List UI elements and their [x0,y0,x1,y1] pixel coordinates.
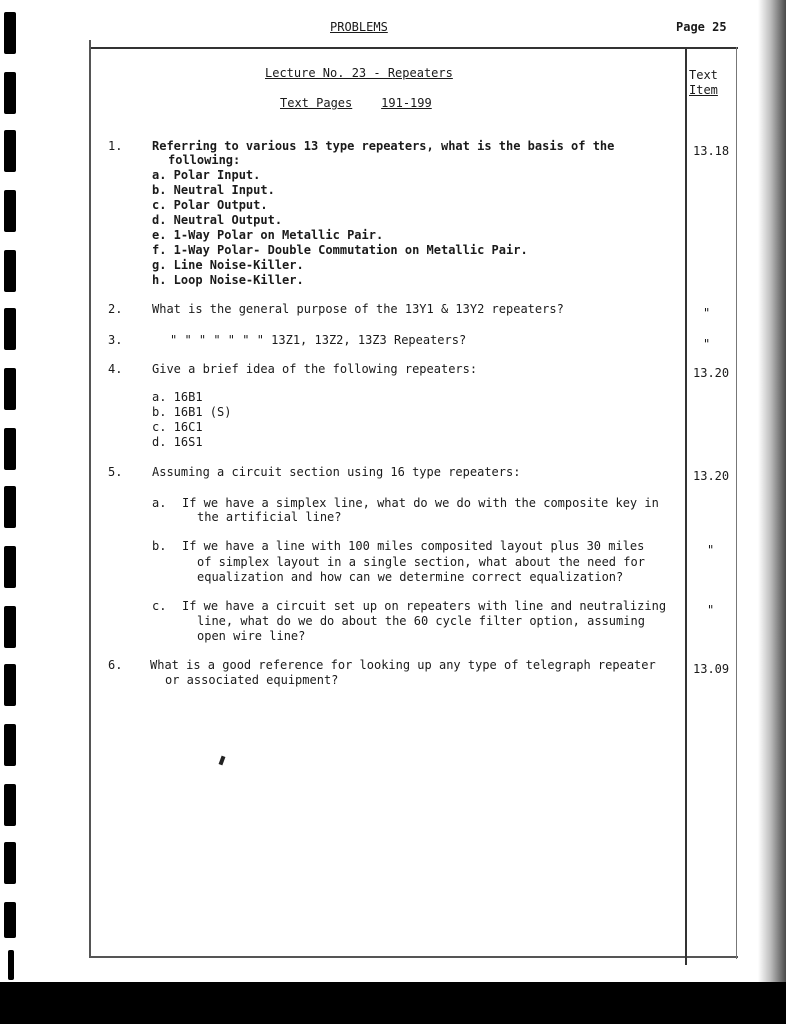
page-number: Page 25 [676,20,727,34]
text-item-ref: " [707,603,715,617]
list-item: c. 16C1 [152,420,203,434]
text-pages-label: Text Pages [280,96,353,110]
lecture-title: Lecture No. 23 - Repeaters [265,66,453,80]
sub-question-text: of simplex layout in a single section, what about the need for [197,555,645,569]
question-number: 6. [108,658,123,672]
question-text: " " " " " " " 13Z1, 13Z2, 13Z3 Repeaters? [170,333,467,347]
question-text: Referring to various 13 type repeaters, what is the basis of the [152,139,615,153]
running-title: PROBLEMS [330,20,388,34]
list-item: f. 1-Way Polar- Double Commutation on Metallic Pair. [152,243,528,257]
frame-column-divider [685,47,687,965]
text-pages-range: 191-199 [381,96,432,110]
text-pages [280,96,432,110]
text-item-column-heading: Text Item [689,68,718,97]
sub-question-text: If we have a line with 100 miles composited layout plus 30 miles [182,539,645,553]
list-item: b. Neutral Input. [152,183,275,197]
list-item: g. Line Noise-Killer. [152,258,304,272]
text-item-ref: " [703,337,711,351]
list-item: e. 1-Way Polar on Metallic Pair. [152,228,384,242]
question-number: 3. [108,333,123,347]
question-text: Give a brief idea of the following repeaters: [152,362,478,376]
sub-question-letter: c. [152,599,167,613]
question-number: 1. [108,139,123,153]
list-item: b. 16B1 (S) [152,405,232,419]
question-number: 2. [108,302,123,316]
text-item-ref: 13.20 [693,469,730,483]
question-text: What is a good reference for looking up any type of telegraph repeater [150,658,656,672]
sub-question-text: If we have a simplex line, what do we do with the composite key in [182,496,659,510]
list-item: h. Loop Noise-Killer. [152,273,304,287]
question-text: What is the general purpose of the 13Y1 & 13Y2 repeaters? [152,302,564,316]
text-item-ref: 13.09 [693,662,730,676]
frame-left [89,40,91,958]
sub-question-text: If we have a circuit set up on repeaters with line and neutralizing [182,599,667,613]
sub-question-text: equalization and how can we determine correct equalization? [197,570,624,584]
question-number: 4. [108,362,123,376]
list-item: a. 16B1 [152,390,203,404]
binding-holes [0,0,22,1024]
question-text: following: [168,153,241,167]
frame-bottom [90,956,738,958]
list-item: d. 16S1 [152,435,203,449]
text-item-ref: " [707,543,715,557]
ink-mark [219,756,226,766]
scan-edge-shadow [758,0,786,1024]
frame-top [90,47,738,49]
question-text: or associated equipment? [165,673,339,687]
sub-question-letter: a. [152,496,167,510]
list-item: d. Neutral Output. [152,213,283,227]
text-item-ref: 13.20 [693,366,730,380]
sub-question-text: the artificial line? [197,510,342,524]
list-item: a. Polar Input. [152,168,261,182]
scan-bottom-edge [0,982,786,1024]
text-item-ref: " [703,306,711,320]
sub-question-letter: b. [152,539,167,553]
list-item: c. Polar Output. [152,198,268,212]
sub-question-text: line, what do we do about the 60 cycle filter option, assuming [197,614,645,628]
sub-question-text: open wire line? [197,629,306,643]
frame-right [736,47,737,959]
question-text: Assuming a circuit section using 16 type repeaters: [152,465,521,479]
text-item-ref: 13.18 [693,144,730,158]
question-number: 5. [108,465,123,479]
